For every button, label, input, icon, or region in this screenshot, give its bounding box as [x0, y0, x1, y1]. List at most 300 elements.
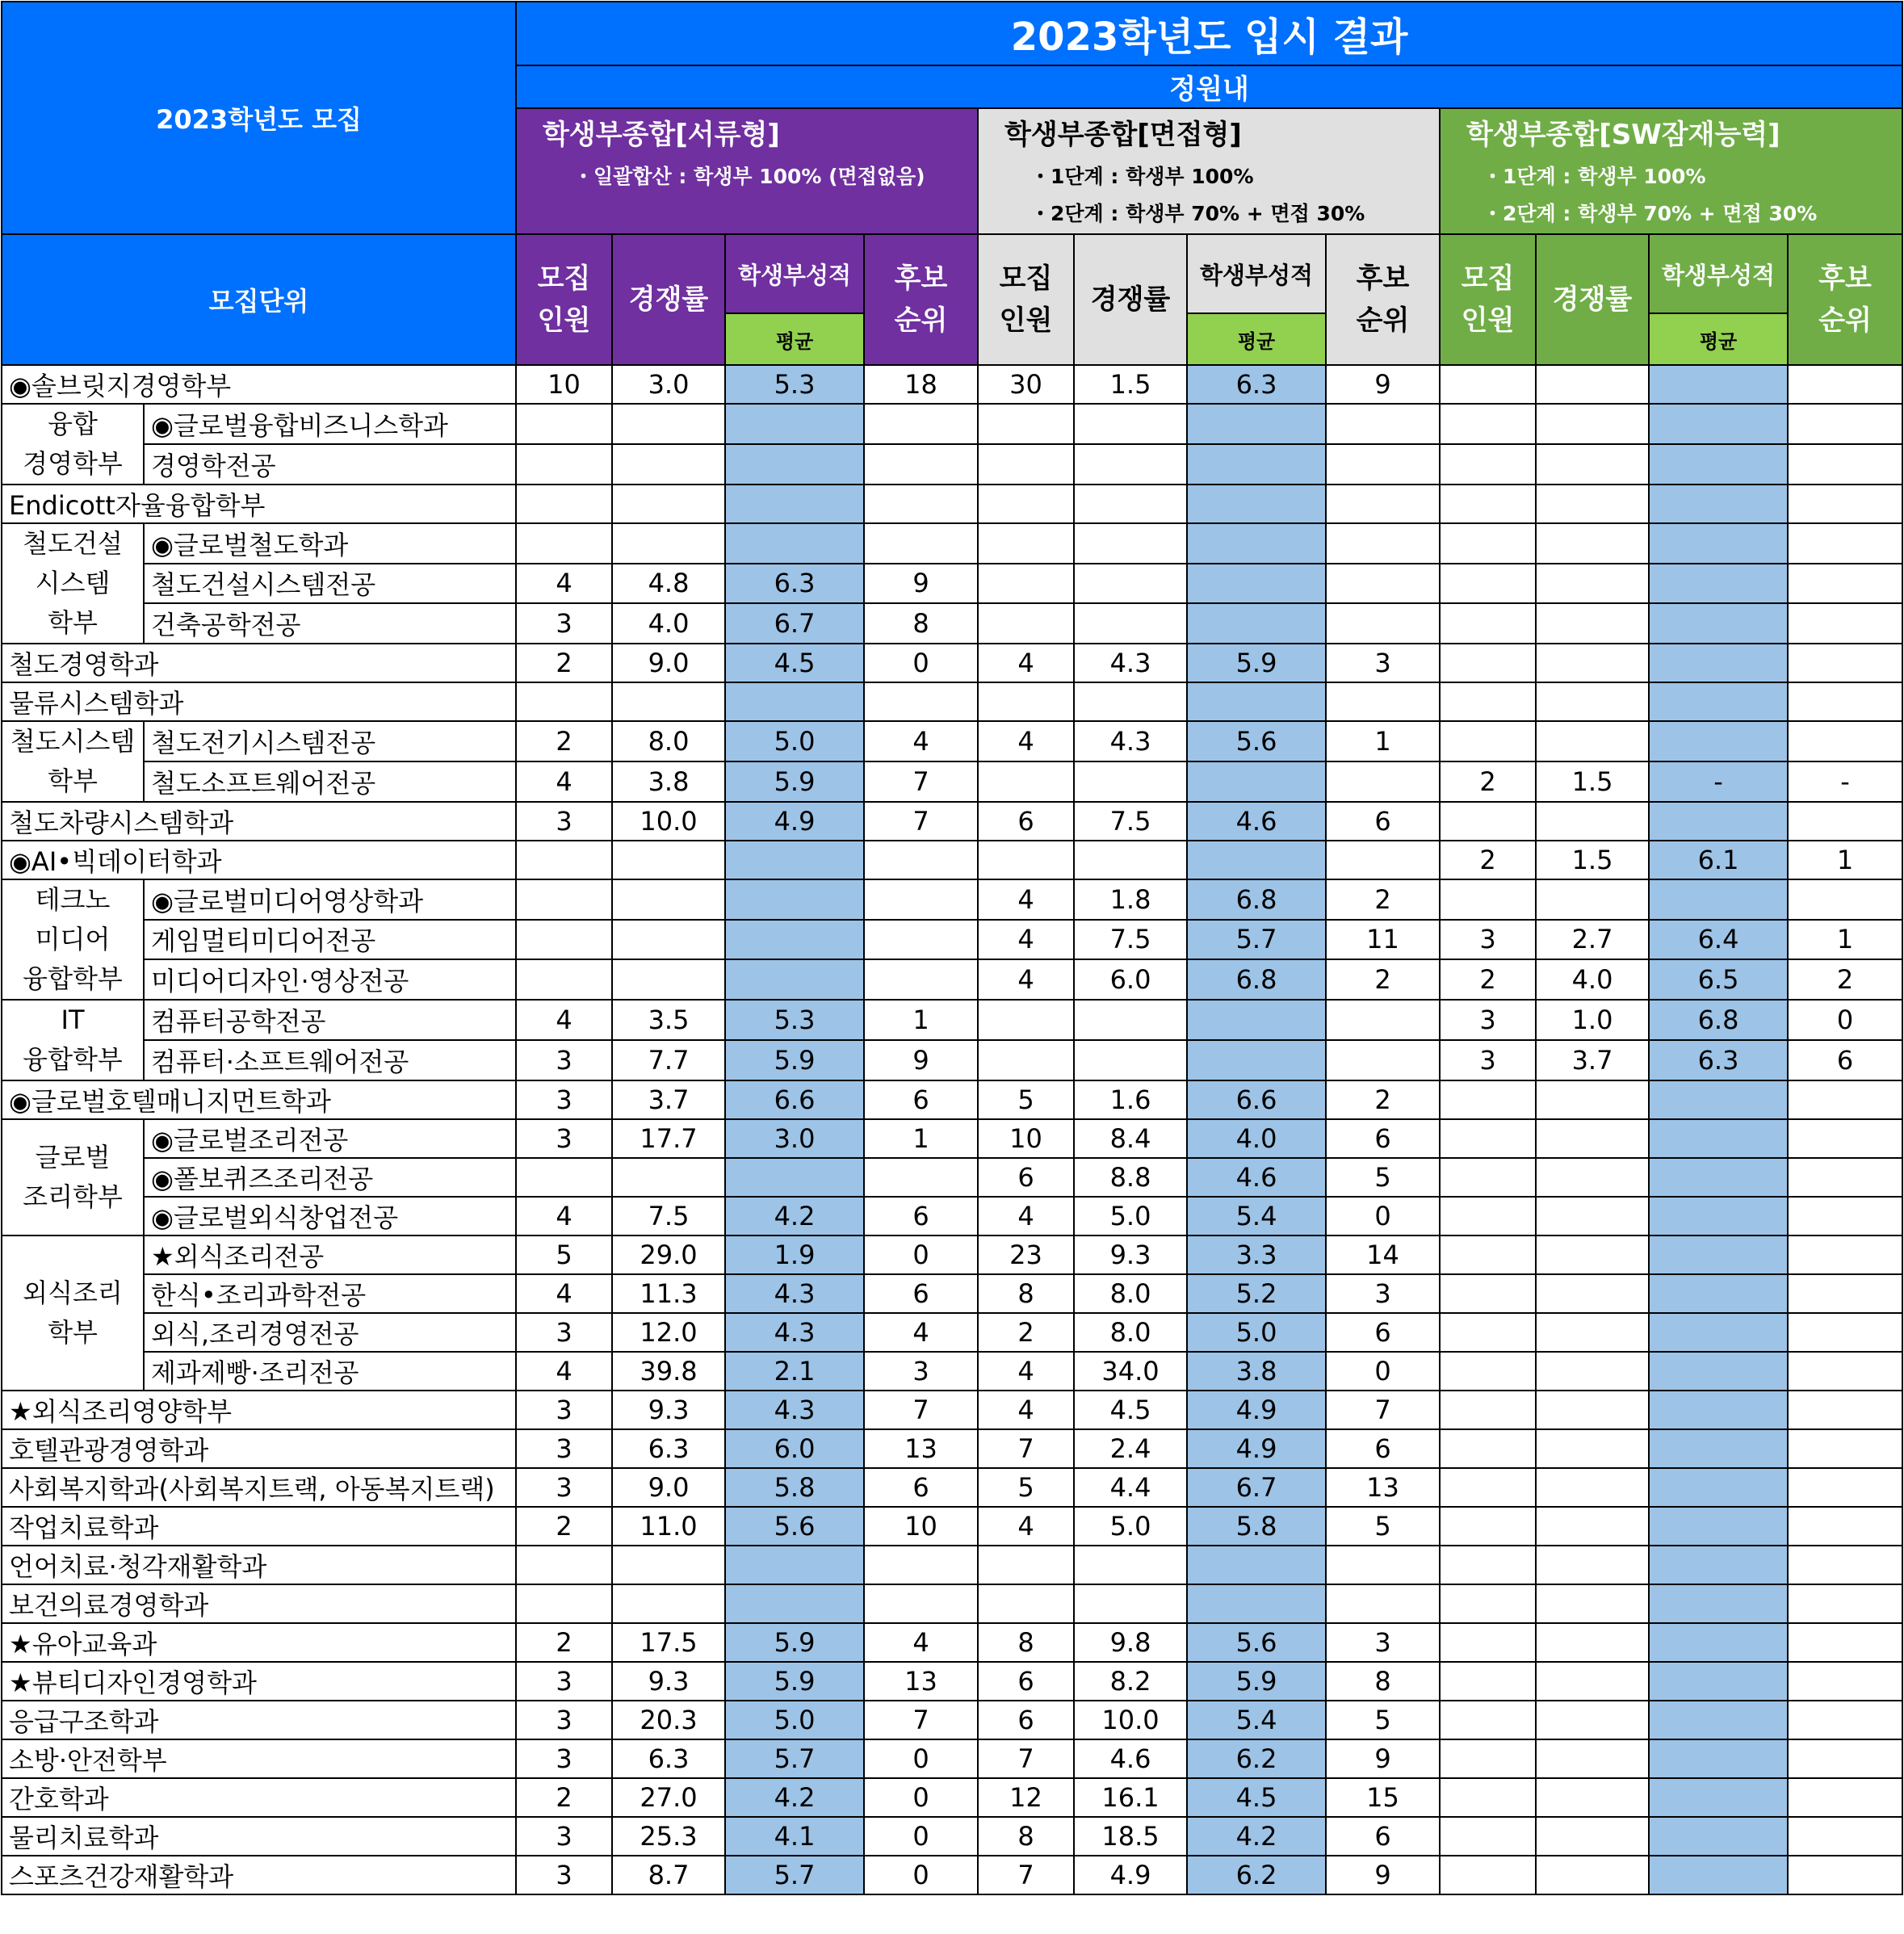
data-cell: 8.4: [1074, 1119, 1187, 1158]
col-recruit: 모집 인원: [1440, 234, 1536, 365]
table-row: [2, 603, 1902, 644]
col-grade: 학생부성적: [1187, 234, 1326, 313]
data-cell: 23: [978, 1235, 1074, 1274]
data-cell: [1440, 1158, 1536, 1197]
data-cell: 34.0: [1074, 1352, 1187, 1391]
data-cell: 6.8: [1649, 1000, 1788, 1040]
data-cell: 11.3: [612, 1274, 725, 1313]
data-cell: 9: [864, 564, 978, 604]
data-cell: 1.5: [1536, 841, 1649, 879]
data-cell: [864, 1158, 978, 1197]
col-waitlist: 후보 순위: [1788, 234, 1902, 365]
data-cell: [1788, 879, 1902, 920]
data-cell: [516, 959, 612, 1000]
data-cell: [1788, 1429, 1902, 1468]
data-cell: [1649, 1080, 1788, 1119]
data-cell: [1074, 1040, 1187, 1080]
data-cell: 4.1: [725, 1817, 864, 1856]
data-cell: 7: [978, 1429, 1074, 1468]
data-cell: [864, 879, 978, 920]
data-cell: 2.4: [1074, 1429, 1187, 1468]
data-cell: 0: [864, 1817, 978, 1856]
data-cell: 2: [516, 1507, 612, 1546]
data-cell: 17.5: [612, 1623, 725, 1662]
col-waitlist: 후보 순위: [1326, 234, 1440, 365]
table-row: [2, 1000, 1902, 1040]
data-cell: [1788, 1623, 1902, 1662]
data-cell: 6.3: [1649, 1040, 1788, 1080]
data-cell: 5.9: [1187, 1662, 1326, 1701]
data-cell: 6: [978, 1158, 1074, 1197]
data-cell: [1074, 523, 1187, 564]
data-cell: 6.1: [1649, 841, 1788, 879]
data-cell: 3: [516, 1701, 612, 1739]
data-cell: 5.9: [725, 1662, 864, 1701]
data-cell: 6.7: [1187, 1468, 1326, 1507]
data-cell: [516, 444, 612, 485]
data-cell: 5.0: [1187, 1313, 1326, 1352]
data-cell: [1536, 1739, 1649, 1778]
data-cell: 1.8: [1074, 879, 1187, 920]
data-cell: 5.0: [1074, 1507, 1187, 1546]
data-cell: [864, 959, 978, 1000]
table-row: [2, 1739, 1902, 1778]
data-cell: 3: [516, 802, 612, 841]
table-row: [2, 1158, 1902, 1197]
data-cell: [1074, 1000, 1187, 1040]
data-cell: [1649, 1701, 1788, 1739]
data-cell: [1074, 1584, 1187, 1623]
unit-name: 외식,조리경영전공: [144, 1313, 516, 1352]
data-cell: 0: [1788, 1000, 1902, 1040]
table-row: [2, 1197, 1902, 1235]
data-cell: [1440, 1119, 1536, 1158]
data-cell: 5: [1326, 1701, 1440, 1739]
unit-name: 스포츠건강재활학과: [2, 1856, 516, 1894]
data-cell: [978, 1040, 1074, 1080]
data-cell: [725, 959, 864, 1000]
data-cell: 13: [864, 1429, 978, 1468]
data-cell: 0: [864, 1778, 978, 1817]
data-cell: [1536, 802, 1649, 841]
data-cell: 2: [1440, 959, 1536, 1000]
data-cell: [1788, 1274, 1902, 1313]
data-cell: [1536, 1197, 1649, 1235]
data-cell: 5: [978, 1080, 1074, 1119]
data-cell: [1440, 879, 1536, 920]
data-cell: [864, 444, 978, 485]
data-cell: [1788, 644, 1902, 682]
data-cell: [1326, 841, 1440, 879]
data-cell: 6.2: [1187, 1739, 1326, 1778]
data-cell: 6.2: [1187, 1856, 1326, 1894]
data-cell: [516, 841, 612, 879]
data-cell: [1536, 1662, 1649, 1701]
data-cell: 4: [864, 721, 978, 761]
data-cell: 3.7: [1536, 1040, 1649, 1080]
data-cell: [1649, 1352, 1788, 1391]
data-cell: [1440, 682, 1536, 721]
data-cell: [725, 920, 864, 960]
data-cell: 7: [978, 1856, 1074, 1894]
data-cell: 27.0: [612, 1778, 725, 1817]
data-cell: [612, 485, 725, 523]
data-cell: 6: [1326, 802, 1440, 841]
data-cell: [1326, 485, 1440, 523]
data-cell: [1788, 1197, 1902, 1235]
data-cell: 4: [516, 1274, 612, 1313]
data-cell: [516, 1546, 612, 1584]
data-cell: [1536, 1429, 1649, 1468]
data-cell: 5.7: [1187, 920, 1326, 960]
data-cell: 3: [516, 1468, 612, 1507]
data-cell: [1326, 564, 1440, 604]
data-cell: [1536, 1158, 1649, 1197]
data-cell: [1536, 444, 1649, 485]
table-body: [2, 365, 1902, 1894]
unit-name: 언어치료·청각재활학과: [2, 1546, 516, 1584]
data-cell: 8: [978, 1817, 1074, 1856]
group-title: 학생부종합[서류형]: [543, 119, 780, 152]
data-cell: [1788, 523, 1902, 564]
data-cell: 4: [978, 1197, 1074, 1235]
data-cell: [1649, 1197, 1788, 1235]
group-rule-line: ・1단계 : 학생부 100%: [1483, 165, 1706, 189]
data-cell: [1440, 444, 1536, 485]
data-cell: [725, 404, 864, 444]
group-name: 테크노 미디어 융합학부: [2, 879, 144, 1000]
group-name: 철도시스템 학부: [2, 721, 144, 802]
data-cell: [1440, 1584, 1536, 1623]
data-cell: [1326, 682, 1440, 721]
data-cell: [1074, 564, 1187, 604]
data-cell: [1788, 1778, 1902, 1817]
data-cell: [516, 879, 612, 920]
data-cell: 4.3: [725, 1274, 864, 1313]
data-cell: 4.5: [1187, 1778, 1326, 1817]
recruit-year-header: 2023학년도 모집: [2, 2, 516, 234]
data-cell: 4: [978, 721, 1074, 761]
data-cell: [1649, 1546, 1788, 1584]
data-cell: 4.2: [1187, 1817, 1326, 1856]
table-row: [2, 920, 1902, 960]
data-cell: 29.0: [612, 1235, 725, 1274]
data-cell: [1536, 1235, 1649, 1274]
data-cell: [1536, 682, 1649, 721]
data-cell: [1788, 1507, 1902, 1546]
data-cell: 13: [1326, 1468, 1440, 1507]
data-cell: [1788, 1119, 1902, 1158]
data-cell: [1649, 404, 1788, 444]
data-cell: 4.3: [1074, 721, 1187, 761]
data-cell: 4.0: [1187, 1119, 1326, 1158]
unit-name: 컴퓨터·소프트웨어전공: [144, 1040, 516, 1080]
data-cell: 2.7: [1536, 920, 1649, 960]
table-row: [2, 1313, 1902, 1352]
data-cell: 6: [1326, 1817, 1440, 1856]
data-cell: -: [1649, 761, 1788, 802]
data-cell: [864, 485, 978, 523]
data-cell: [612, 841, 725, 879]
data-cell: [1649, 365, 1788, 404]
data-cell: [1536, 404, 1649, 444]
data-cell: 4: [516, 1000, 612, 1040]
data-cell: [1440, 1701, 1536, 1739]
data-cell: [1788, 1584, 1902, 1623]
table-row: [2, 1235, 1902, 1274]
data-cell: 7: [864, 1701, 978, 1739]
data-cell: [516, 920, 612, 960]
data-cell: [1074, 603, 1187, 644]
data-cell: [1440, 1623, 1536, 1662]
table-row: [2, 1856, 1902, 1894]
table-title: 2023학년도 입시 결과: [516, 2, 1902, 65]
data-cell: [725, 444, 864, 485]
data-cell: 4.6: [1187, 1158, 1326, 1197]
data-cell: 3: [516, 1662, 612, 1701]
data-cell: [1649, 1313, 1788, 1352]
col-recruit: 모집 인원: [516, 234, 612, 365]
data-cell: [1536, 1313, 1649, 1352]
data-cell: 3: [516, 1391, 612, 1429]
data-cell: [1440, 1546, 1536, 1584]
data-cell: 7.5: [1074, 920, 1187, 960]
data-cell: 2: [1788, 959, 1902, 1000]
group-rule-line: ・1단계 : 학생부 100%: [1030, 165, 1254, 189]
unit-name: ◉솔브릿지경영학부: [2, 365, 516, 404]
data-cell: [1187, 761, 1326, 802]
data-cell: 4.2: [725, 1197, 864, 1235]
unit-name: ◉글로벌조리전공: [144, 1119, 516, 1158]
data-cell: [725, 1158, 864, 1197]
data-cell: 8.0: [1074, 1274, 1187, 1313]
data-cell: [1536, 879, 1649, 920]
data-cell: 6.3: [725, 564, 864, 604]
data-cell: [1074, 682, 1187, 721]
admissions-results-table: [1, 1, 1903, 1895]
unit-name: 제과제빵·조리전공: [144, 1352, 516, 1391]
data-cell: [1649, 1391, 1788, 1429]
data-cell: [1649, 1856, 1788, 1894]
data-cell: 6: [1788, 1040, 1902, 1080]
col-competition: 경쟁률: [612, 234, 725, 365]
data-cell: [1187, 603, 1326, 644]
unit-name: ◉폴보퀴즈조리전공: [144, 1158, 516, 1197]
data-cell: 4: [516, 1352, 612, 1391]
data-cell: [516, 523, 612, 564]
data-cell: 6.0: [725, 1429, 864, 1468]
unit-name: 철도차량시스템학과: [2, 802, 516, 841]
data-cell: [1788, 1158, 1902, 1197]
data-cell: [1536, 1119, 1649, 1158]
data-cell: 7: [978, 1739, 1074, 1778]
data-cell: 8.2: [1074, 1662, 1187, 1701]
data-cell: 2: [1440, 841, 1536, 879]
data-cell: [612, 404, 725, 444]
data-cell: 1.9: [725, 1235, 864, 1274]
data-cell: [1649, 802, 1788, 841]
table-row: [2, 1817, 1902, 1856]
table-row: [2, 682, 1902, 721]
data-cell: 3: [516, 1739, 612, 1778]
data-cell: 0: [864, 644, 978, 682]
data-cell: [1649, 644, 1788, 682]
data-cell: 5.3: [725, 1000, 864, 1040]
data-cell: [1788, 721, 1902, 761]
data-cell: [725, 879, 864, 920]
data-cell: [516, 682, 612, 721]
data-cell: 4.3: [725, 1391, 864, 1429]
data-cell: [1649, 1274, 1788, 1313]
data-cell: [1326, 1000, 1440, 1040]
data-cell: 5.8: [1187, 1507, 1326, 1546]
col-average: 평균: [725, 313, 864, 365]
unit-name: ★외식조리영양학부: [2, 1391, 516, 1429]
data-cell: 0: [864, 1856, 978, 1894]
data-cell: [1788, 1235, 1902, 1274]
data-cell: 5.2: [1187, 1274, 1326, 1313]
data-cell: 4: [516, 564, 612, 604]
data-cell: [1788, 1352, 1902, 1391]
data-cell: [1440, 564, 1536, 604]
data-cell: 1.5: [1536, 761, 1649, 802]
group-name: 외식조리 학부: [2, 1235, 144, 1391]
data-cell: [725, 523, 864, 564]
data-cell: [1440, 1313, 1536, 1352]
data-cell: 6.8: [1187, 959, 1326, 1000]
data-cell: 6: [1326, 1119, 1440, 1158]
data-cell: [1187, 1040, 1326, 1080]
table-row: [2, 1391, 1902, 1429]
data-cell: [1788, 1856, 1902, 1894]
data-cell: [725, 485, 864, 523]
data-cell: [612, 1158, 725, 1197]
data-cell: [1536, 1352, 1649, 1391]
data-cell: 6: [864, 1274, 978, 1313]
table-row: [2, 1701, 1902, 1739]
quota-subtitle: 정원내: [516, 65, 1902, 108]
data-cell: 9.0: [612, 1468, 725, 1507]
data-cell: [1440, 1352, 1536, 1391]
data-cell: 8.8: [1074, 1158, 1187, 1197]
data-cell: [1788, 1546, 1902, 1584]
data-cell: [1187, 523, 1326, 564]
data-cell: 6.3: [1187, 365, 1326, 404]
data-cell: 5.4: [1187, 1197, 1326, 1235]
data-cell: 3.0: [612, 365, 725, 404]
data-cell: 4.8: [612, 564, 725, 604]
data-cell: [864, 920, 978, 960]
col-competition: 경쟁률: [1536, 234, 1649, 365]
data-cell: 3.8: [1187, 1352, 1326, 1391]
data-cell: 5.3: [725, 365, 864, 404]
data-cell: [1536, 1701, 1649, 1739]
data-cell: 5.9: [725, 1040, 864, 1080]
unit-name: ★뷰티디자인경영학과: [2, 1662, 516, 1701]
unit-name: 응급구조학과: [2, 1701, 516, 1739]
data-cell: [1440, 1778, 1536, 1817]
data-cell: [1074, 444, 1187, 485]
data-cell: [1788, 404, 1902, 444]
table-row: [2, 523, 1902, 564]
data-cell: 7: [1326, 1391, 1440, 1429]
data-cell: [1440, 1429, 1536, 1468]
data-cell: [1440, 1662, 1536, 1701]
group-name: 융합 경영학부: [2, 404, 144, 485]
data-cell: 6.0: [1074, 959, 1187, 1000]
data-cell: 1: [864, 1119, 978, 1158]
data-cell: 6: [978, 802, 1074, 841]
data-cell: 4.4: [1074, 1468, 1187, 1507]
data-cell: [1187, 682, 1326, 721]
data-cell: [1074, 841, 1187, 879]
data-cell: 3: [516, 1040, 612, 1080]
table-row: [2, 485, 1902, 523]
data-cell: 3: [516, 1080, 612, 1119]
data-cell: 3: [516, 1313, 612, 1352]
data-cell: 7.5: [1074, 802, 1187, 841]
data-cell: 6.8: [1187, 879, 1326, 920]
data-cell: [1788, 444, 1902, 485]
data-cell: 4: [864, 1623, 978, 1662]
data-cell: 4: [516, 1197, 612, 1235]
group-name: 철도건설 시스템 학부: [2, 523, 144, 644]
data-cell: 4: [978, 920, 1074, 960]
data-cell: [978, 564, 1074, 604]
data-cell: 20.3: [612, 1701, 725, 1739]
col-grade: 학생부성적: [1649, 234, 1788, 313]
data-cell: [1649, 1507, 1788, 1546]
unit-name: 철도건설시스템전공: [144, 564, 516, 604]
data-cell: [978, 523, 1074, 564]
data-cell: 3: [516, 603, 612, 644]
data-cell: [1536, 1468, 1649, 1507]
data-cell: [1187, 564, 1326, 604]
table-row: [2, 644, 1902, 682]
data-cell: 3.0: [725, 1119, 864, 1158]
data-cell: [1326, 1584, 1440, 1623]
data-cell: 3: [1440, 920, 1536, 960]
data-cell: [1649, 485, 1788, 523]
data-cell: [1649, 1158, 1788, 1197]
data-cell: 6.7: [725, 603, 864, 644]
data-cell: [978, 603, 1074, 644]
table-row: [2, 365, 1902, 404]
data-cell: 39.8: [612, 1352, 725, 1391]
data-cell: [864, 841, 978, 879]
unit-name: 철도소프트웨어전공: [144, 761, 516, 802]
data-cell: 1: [1788, 841, 1902, 879]
table-row: [2, 959, 1902, 1000]
data-cell: [1440, 365, 1536, 404]
data-cell: 5.6: [1187, 1623, 1326, 1662]
data-cell: [1440, 404, 1536, 444]
data-cell: 10: [516, 365, 612, 404]
data-cell: [1440, 721, 1536, 761]
data-cell: [1649, 1119, 1788, 1158]
data-cell: [1536, 644, 1649, 682]
data-cell: [864, 404, 978, 444]
data-cell: 7.7: [612, 1040, 725, 1080]
data-cell: 4.3: [725, 1313, 864, 1352]
data-cell: 5.6: [1187, 721, 1326, 761]
data-cell: 4.0: [612, 603, 725, 644]
data-cell: [1649, 603, 1788, 644]
data-cell: 4: [516, 761, 612, 802]
unit-name: 건축공학전공: [144, 603, 516, 644]
data-cell: [1074, 761, 1187, 802]
data-cell: [864, 1584, 978, 1623]
